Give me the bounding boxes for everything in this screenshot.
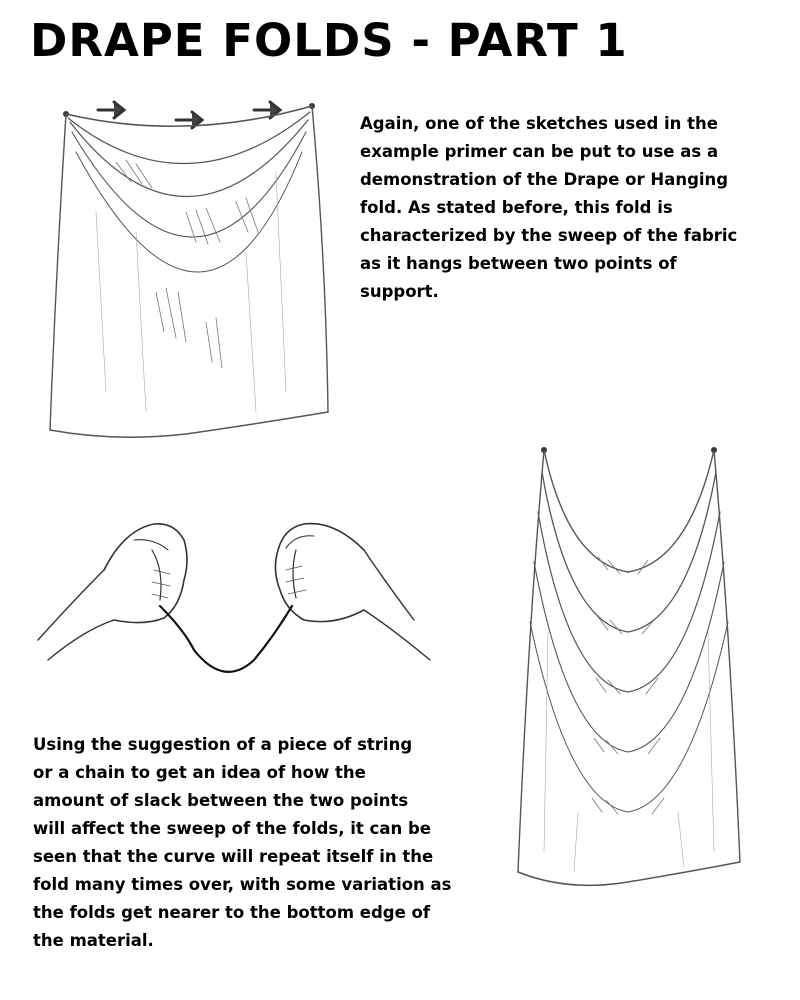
text-line: example primer can be put to use as a (360, 142, 719, 161)
text-line: seen that the curve will repeat itself in the (33, 847, 434, 866)
text-line: fold many times over, with some variation as (33, 875, 452, 894)
intro-paragraph (360, 110, 737, 306)
text-line: as it hangs between two points of (360, 254, 677, 273)
text-line: demonstration of the Drape or Hanging (360, 170, 729, 189)
text-line: support. (360, 282, 439, 301)
page-title: DRAPE FOLDS - PART 1 (30, 14, 628, 67)
text-line: the material. (33, 931, 154, 950)
text-line: Again, one of the sketches used in the (360, 114, 718, 133)
text-line: amount of slack between the two points (33, 791, 409, 810)
drape-sketch-wide (36, 92, 336, 452)
text-line: the folds get nearer to the bottom edge of (33, 903, 431, 922)
text-line: Using the suggestion of a piece of string (33, 735, 413, 754)
text-line: will affect the sweep of the folds, it can be (33, 819, 431, 838)
text-line: or a chain to get an idea of how the (33, 763, 366, 782)
text-line: fold. As stated before, this fold is (360, 198, 673, 217)
hands-string-sketch (34, 510, 434, 690)
drape-sketch-narrow (508, 432, 748, 922)
text-line: characterized by the sweep of the fabric (360, 226, 738, 245)
string-paragraph (33, 731, 452, 955)
arrow-right-icon (98, 102, 124, 118)
